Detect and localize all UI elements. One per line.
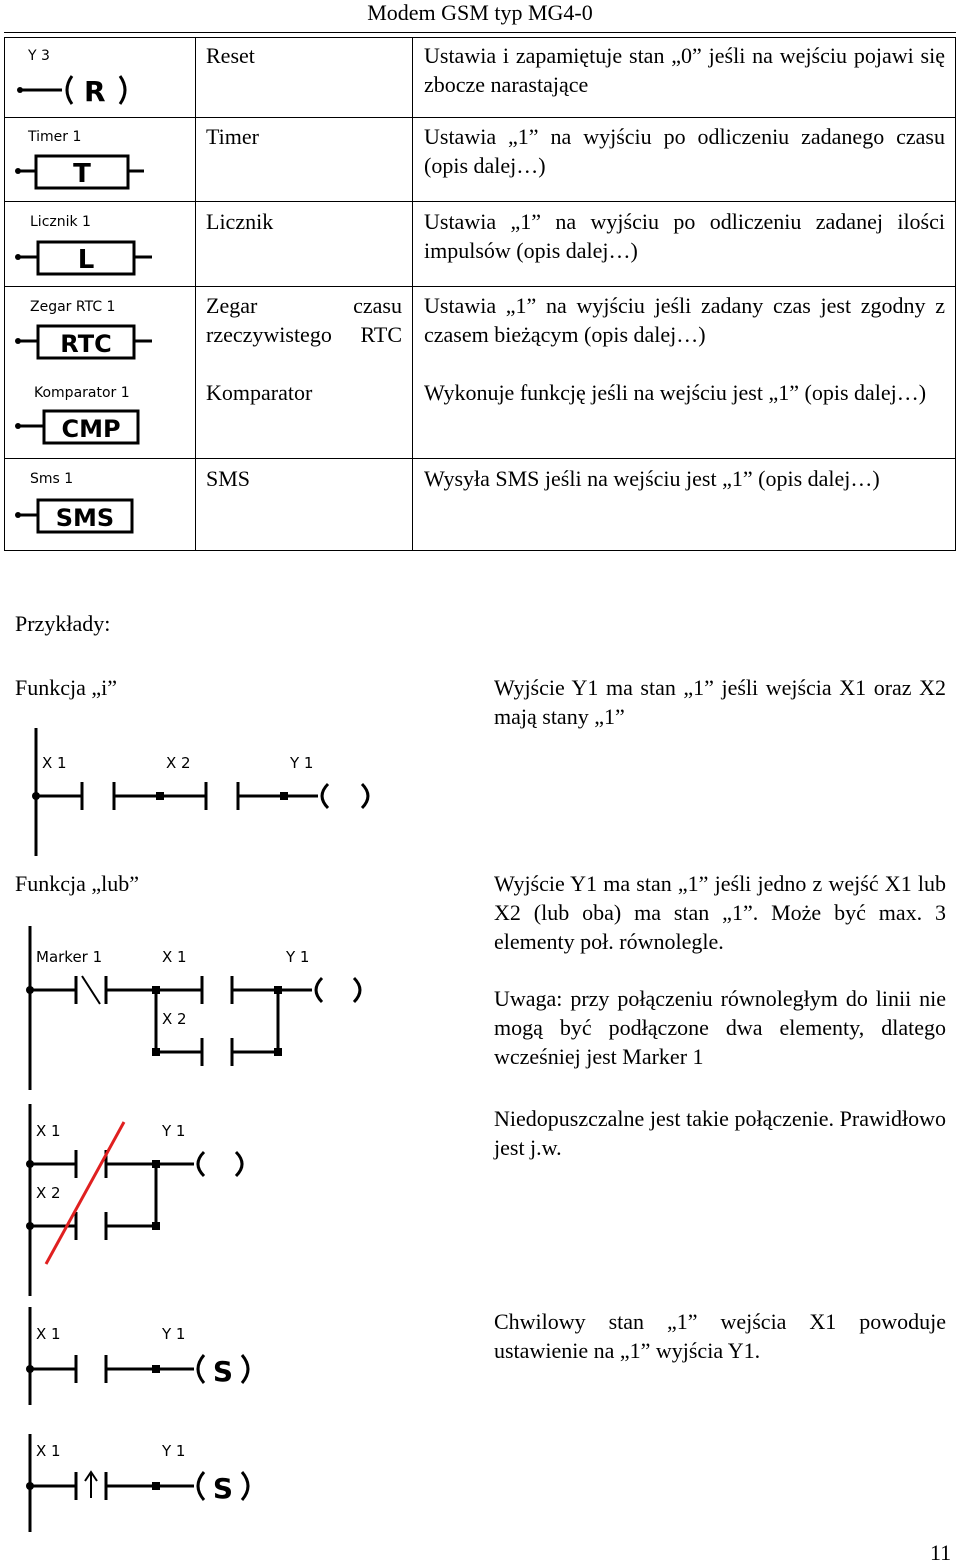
x2-label: X 2 bbox=[162, 1010, 187, 1028]
table-col-divider-2 bbox=[412, 37, 413, 551]
row-name-reset: Reset bbox=[206, 43, 255, 68]
invalid-ladder-diagram bbox=[20, 1100, 320, 1298]
row-description-comparator: Wykonuje funkcję jeśli na wejściu jest „1” (opis dalej…) bbox=[424, 380, 927, 405]
reset-coil-icon bbox=[12, 42, 162, 110]
table-row-divider bbox=[4, 458, 956, 459]
marker1-label: Marker 1 bbox=[36, 948, 103, 966]
y1-label: Y 1 bbox=[162, 1442, 186, 1460]
sms-block-icon bbox=[12, 466, 162, 538]
invalid-example-description: Niedopuszczalne jest takie połączenie. Prawidłowo jest j.w. bbox=[494, 1106, 946, 1160]
x2-label: X 2 bbox=[36, 1184, 61, 1202]
set-example-description: Chwilowy stan „1” wejścia X1 powoduje ustawienie na „1” wyjścia Y1. bbox=[494, 1309, 946, 1363]
icon-symbol: SMS bbox=[55, 504, 115, 532]
set-coil-symbol: S bbox=[212, 1355, 234, 1388]
table-col-divider-1 bbox=[195, 37, 196, 551]
row-description-reset: Ustawia i zapamiętuje stan „0” jeśli na wejściu pojawi się zbocze narastające bbox=[424, 43, 945, 97]
set-coil-symbol: S bbox=[212, 1472, 234, 1505]
x2-label: X 2 bbox=[166, 754, 191, 772]
or-example-title: Funkcja „lub” bbox=[15, 871, 140, 896]
icon-label: Y 3 bbox=[28, 48, 50, 64]
page-number: 11 bbox=[930, 1540, 952, 1565]
or-example-note: Uwaga: przy połączeniu równoległym do linii nie mogą być podłączone dwa elementy, dlatego wcześniej jest Marker 1 bbox=[494, 986, 946, 1069]
y1-label: Y 1 bbox=[162, 1122, 186, 1140]
x1-label: X 1 bbox=[36, 1442, 61, 1460]
table-row-divider bbox=[4, 286, 956, 287]
table-row-divider bbox=[4, 201, 956, 202]
icon-symbol: R bbox=[84, 75, 106, 108]
x1-label: X 1 bbox=[42, 754, 67, 772]
icon-symbol: L bbox=[77, 245, 95, 275]
edge-ladder-diagram bbox=[20, 1430, 320, 1534]
examples-heading: Przykłady: bbox=[15, 611, 111, 636]
row-description-timer: Ustawia „1” na wyjściu po odliczeniu zadanego czasu (opis dalej…) bbox=[424, 124, 945, 178]
and-example-title: Funkcja „i” bbox=[15, 675, 118, 700]
timer-block-icon bbox=[12, 124, 162, 196]
x1-label: X 1 bbox=[36, 1122, 61, 1140]
y1-label: Y 1 bbox=[286, 948, 310, 966]
comparator-block-icon bbox=[12, 380, 162, 452]
or-ladder-diagram bbox=[20, 922, 390, 1092]
set-ladder-diagram bbox=[20, 1303, 320, 1407]
and-example-description: Wyjście Y1 ma stan „1” jeśli wejścia X1 oraz X2 mają stany „1” bbox=[494, 675, 946, 729]
row-name-sms: SMS bbox=[206, 466, 251, 491]
page-header: Modem GSM typ MG4-0 bbox=[367, 0, 593, 25]
counter-block-icon bbox=[12, 208, 162, 280]
icon-symbol: T bbox=[73, 159, 91, 189]
icon-label: Timer 1 bbox=[28, 129, 82, 145]
icon-label: Sms 1 bbox=[30, 471, 74, 487]
row-name-timer: Timer bbox=[206, 124, 259, 149]
y1-label: Y 1 bbox=[290, 754, 314, 772]
table-row-divider bbox=[4, 117, 956, 118]
icon-label: Zegar RTC 1 bbox=[30, 299, 116, 315]
rtc-block-icon bbox=[12, 294, 162, 366]
header-rule bbox=[4, 32, 956, 33]
x1-label: X 1 bbox=[36, 1325, 61, 1343]
row-name-counter: Licznik bbox=[206, 209, 274, 234]
or-example-description: Wyjście Y1 ma stan „1” jeśli jedno z wejść X1 lub X2 (lub oba) ma stan „1”. Może być max. 3 elementy poł. równolegle. bbox=[494, 871, 946, 954]
icon-symbol: CMP bbox=[61, 415, 121, 443]
row-name-comparator: Komparator bbox=[206, 380, 313, 405]
icon-symbol: RTC bbox=[60, 330, 112, 358]
icon-label: Komparator 1 bbox=[34, 385, 130, 401]
row-description-counter: Ustawia „1” na wyjściu po odliczeniu zadanej ilości impulsów (opis dalej…) bbox=[424, 209, 945, 263]
row-description-sms: Wysyła SMS jeśli na wejściu jest „1” (opis dalej…) bbox=[424, 466, 880, 491]
row-name-rtc bbox=[206, 291, 402, 349]
and-ladder-diagram bbox=[20, 728, 400, 856]
row-name-rtc-text: Zegar czasu rzeczywistego RTC bbox=[206, 293, 402, 347]
y1-label: Y 1 bbox=[162, 1325, 186, 1343]
x1-label: X 1 bbox=[162, 948, 187, 966]
row-description-rtc: Ustawia „1” na wyjściu jeśli zadany czas jest zgodny z czasem bieżącym (opis dalej…) bbox=[424, 293, 945, 347]
icon-label: Licznik 1 bbox=[30, 214, 91, 230]
